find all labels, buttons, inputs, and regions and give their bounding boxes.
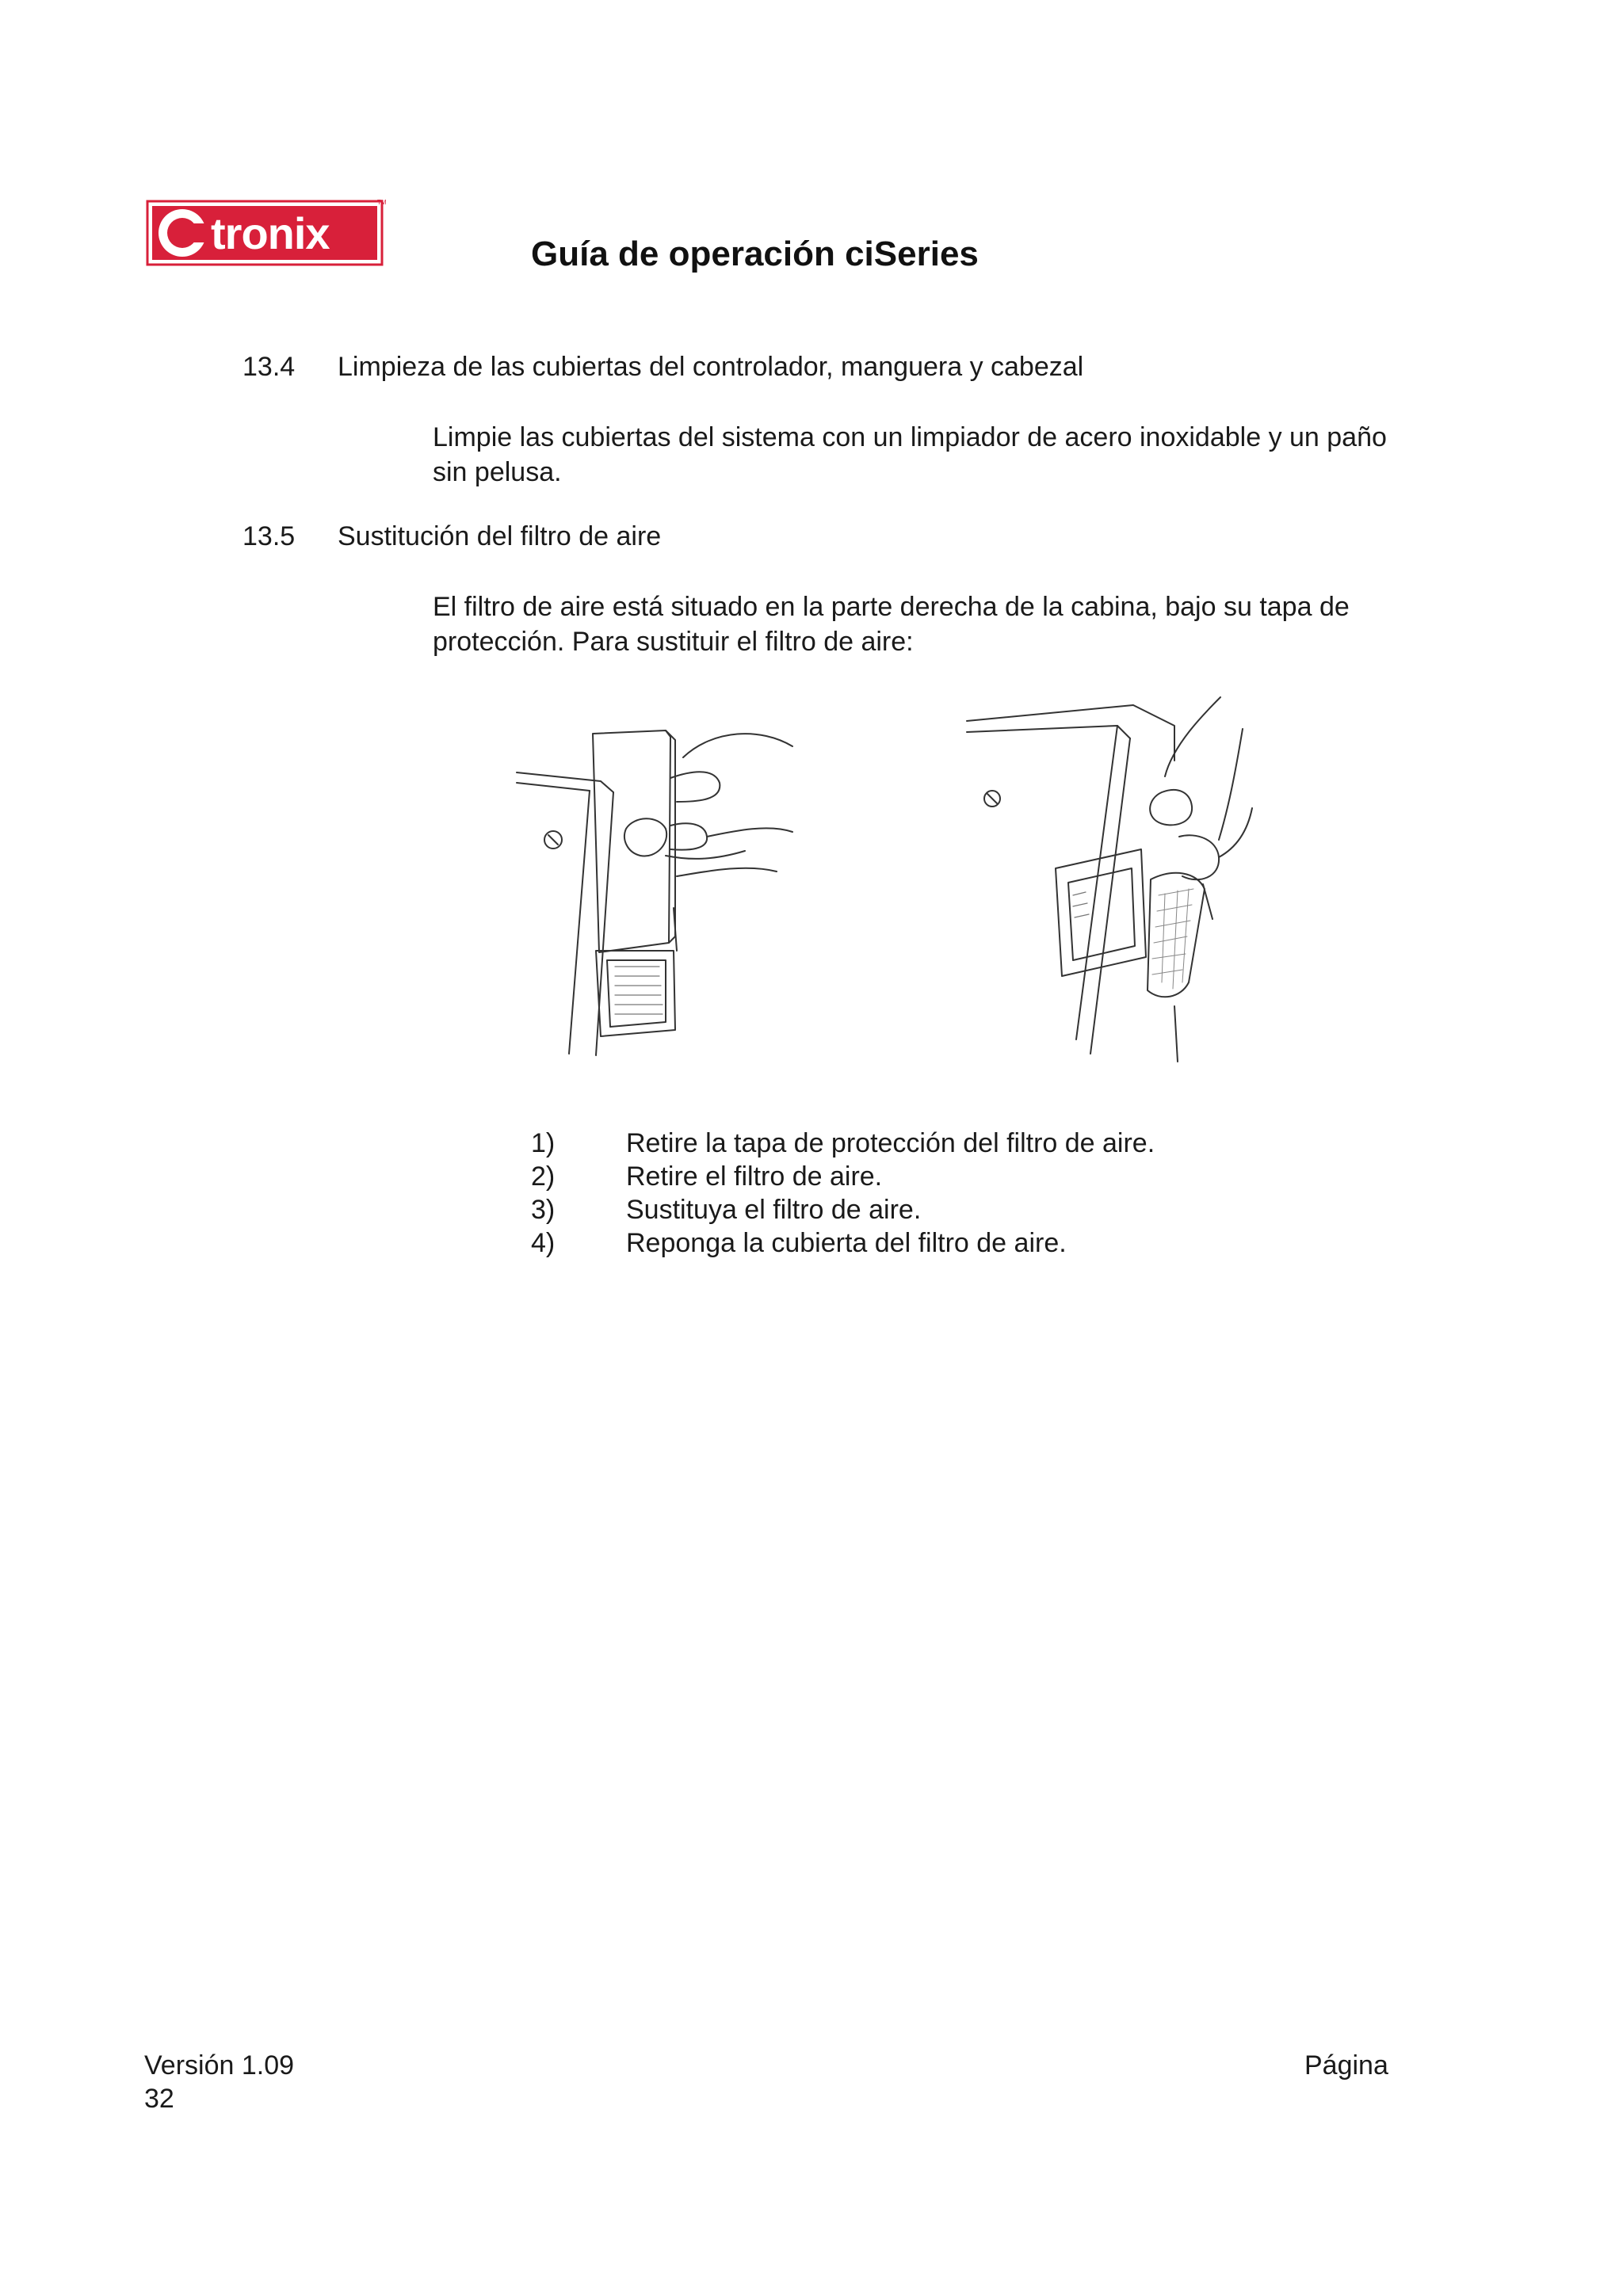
step-text: Retire el filtro de aire. <box>626 1161 883 1192</box>
step-text: Reponga la cubierta del filtro de aire. <box>626 1228 1067 1258</box>
step-number: 4) <box>531 1228 556 1258</box>
step-text: Sustituya el filtro de aire. <box>626 1195 922 1225</box>
step-number: 2) <box>531 1161 556 1192</box>
section-number: 13.4 <box>242 352 296 382</box>
step-text: Retire la tapa de protección del filtro de aire. <box>626 1128 1155 1158</box>
section-body <box>433 420 1495 490</box>
body-line: protección. Para sustituir el filtro de aire: <box>433 627 914 657</box>
illustration-replace-filter <box>967 697 1252 1062</box>
illustration-remove-cover <box>517 730 792 1055</box>
section-number: 13.5 <box>242 521 296 551</box>
body-line: El filtro de aire está situado en la parte derecha de la cabina, bajo su tapa de <box>433 592 1350 622</box>
footer-page-label: Página <box>1304 2050 1388 2081</box>
logo-graphic <box>146 196 391 269</box>
body-line: Limpie las cubiertas del sistema con un limpiador de acero inoxidable y un paño <box>433 422 1387 452</box>
step-number: 3) <box>531 1195 556 1225</box>
footer-version: Versión 1.09 <box>144 2050 295 2081</box>
body-line: sin pelusa. <box>433 457 562 487</box>
page-title: Guía de operación ciSeries <box>531 235 979 273</box>
section-title: Sustitución del filtro de aire <box>338 521 662 551</box>
citronix-logo <box>146 196 391 269</box>
step-number: 1) <box>531 1128 556 1158</box>
svg-text:TM: TM <box>377 199 387 206</box>
footer-page-number: 32 <box>144 2084 174 2114</box>
section-title: Limpieza de las cubiertas del controlador, manguera y cabezal <box>338 352 1084 382</box>
air-filter-illustrations <box>507 681 1268 1070</box>
logo-wordmark: tronix <box>211 208 330 258</box>
section-body <box>433 589 1495 659</box>
